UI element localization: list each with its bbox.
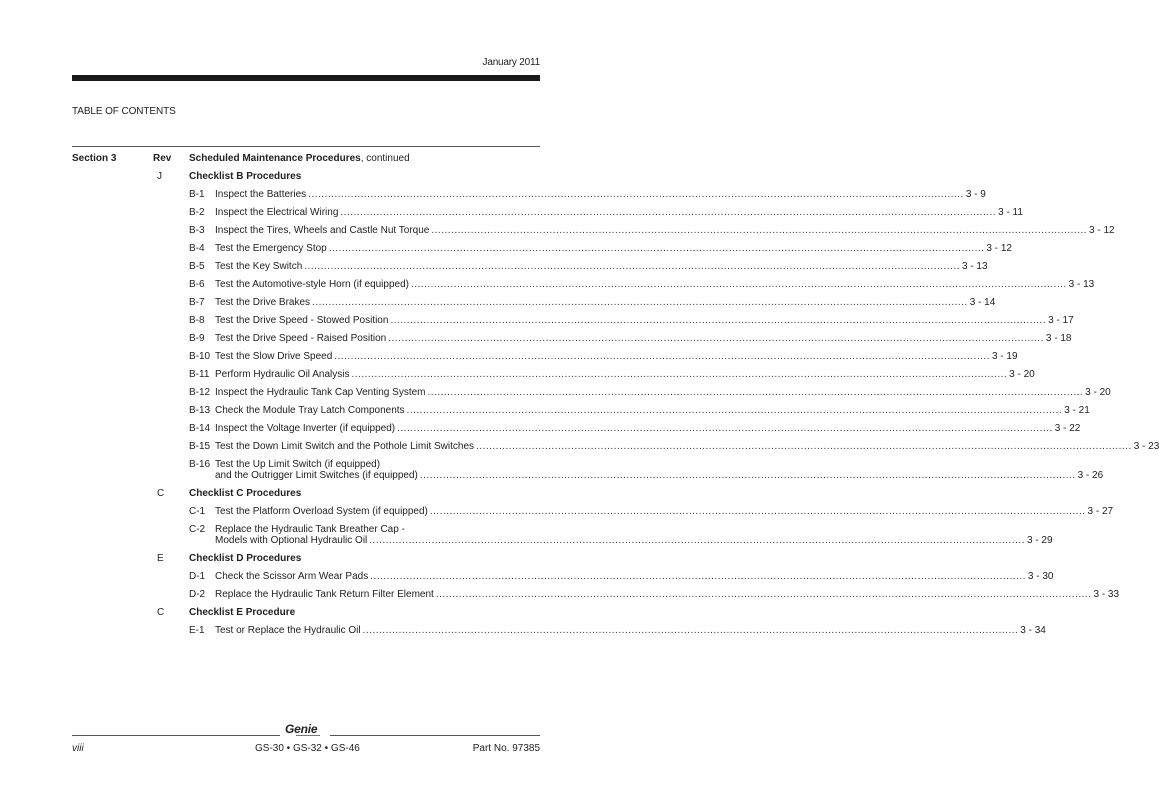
procedure-code: B-14 xyxy=(189,423,211,434)
procedure-text xyxy=(215,387,1111,398)
procedure-title-line: Test the Platform Overload System (if equipped) xyxy=(215,506,428,517)
page-reference: 3 - 26 xyxy=(1077,470,1104,481)
checklist-title: Checklist C Procedures xyxy=(189,488,302,499)
procedure-text xyxy=(215,506,1114,517)
section-title-bold: Scheduled Maintenance Procedures xyxy=(189,153,361,164)
page-reference: 3 - 23 xyxy=(1133,441,1159,452)
procedure-code: E-1 xyxy=(189,625,205,636)
part-number: Part No. 97385 xyxy=(472,743,540,754)
procedure-text xyxy=(215,423,1081,434)
procedure-title-line: Test or Replace the Hydraulic Oil xyxy=(215,625,361,636)
procedure-title-line: Test the Key Switch xyxy=(215,261,303,272)
procedure-code: B-16 xyxy=(189,459,211,470)
dot-leader: ........................................................................................................................................................................................................ xyxy=(362,625,1019,636)
procedure-title-line: Test the Down Limit Switch and the Pothole Limit Switches xyxy=(215,441,475,452)
page-reference: 3 - 33 xyxy=(1093,589,1120,600)
procedure-code: B-8 xyxy=(189,315,205,326)
checklist-title: Checklist B Procedures xyxy=(189,171,302,182)
dot-leader: ........................................................................................................................................................................................................ xyxy=(312,297,968,308)
procedure-code: B-6 xyxy=(189,279,205,290)
page-number: viii xyxy=(72,743,84,754)
procedure-title-line: Inspect the Tires, Wheels and Castle Nut Torque xyxy=(215,225,430,236)
dot-leader: ........................................................................................................................................................................................................ xyxy=(410,279,1067,290)
procedure-title-line: Check the Scissor Arm Wear Pads xyxy=(215,571,369,582)
procedure-title-line: Test the Automotive-style Horn (if equipped) xyxy=(215,279,409,290)
checklist-title: Checklist D Procedures xyxy=(189,553,302,564)
page-reference: 3 - 19 xyxy=(991,351,1018,362)
procedure-title-line: Perform Hydraulic Oil Analysis xyxy=(215,369,350,380)
dot-leader: ........................................................................................................................................................................................................ xyxy=(351,369,1008,380)
procedure-code: B-7 xyxy=(189,297,205,308)
procedure-title-line: Inspect the Voltage Inverter (if equipped) xyxy=(215,423,396,434)
procedure-code: B-10 xyxy=(189,351,211,362)
section-title-continued: , continued xyxy=(360,153,410,164)
page-reference: 3 - 20 xyxy=(1009,369,1035,380)
procedure-text xyxy=(215,405,1090,416)
footer-rule-left xyxy=(72,735,280,736)
procedure-code: B-1 xyxy=(189,189,205,200)
procedure-text xyxy=(215,589,1120,600)
procedure-title-line: Models with Optional Hydraulic Oil xyxy=(215,535,368,546)
procedure-code: B-4 xyxy=(189,243,205,254)
procedure-title-line: Test the Emergency Stop xyxy=(215,243,327,254)
procedure-text xyxy=(215,297,996,308)
procedure-text xyxy=(215,524,1053,546)
dot-leader: ........................................................................................................................................................................................................ xyxy=(419,470,1076,481)
procedure-text xyxy=(215,369,1035,380)
page-reference: 3 - 27 xyxy=(1087,506,1114,517)
page-reference: 3 - 30 xyxy=(1027,571,1054,582)
procedure-text xyxy=(215,315,1074,326)
page-reference: 3 - 17 xyxy=(1048,315,1074,326)
procedure-title-line: Inspect the Electrical Wiring xyxy=(215,207,339,218)
dot-leader: ........................................................................................................................................................................................................ xyxy=(435,589,1092,600)
dot-leader: ........................................................................................................................................................................................................ xyxy=(340,207,997,218)
procedure-text xyxy=(215,625,1046,636)
dot-leader: ........................................................................................................................................................................................................ xyxy=(334,351,990,362)
procedure-title-line: Inspect the Batteries xyxy=(215,189,307,200)
procedure-text xyxy=(215,351,1018,362)
toc-title: TABLE OF CONTENTS xyxy=(72,106,176,117)
procedure-code: D-2 xyxy=(189,589,206,600)
page-reference: 3 - 21 xyxy=(1064,405,1090,416)
rev-letter: E xyxy=(157,553,164,564)
procedure-code: D-1 xyxy=(189,571,206,582)
dot-leader: ........................................................................................................................................................................................................ xyxy=(388,333,1044,344)
rev-letter: C xyxy=(157,488,165,499)
page-reference: 3 - 22 xyxy=(1054,423,1081,434)
procedure-text xyxy=(215,189,986,200)
page-reference: 3 - 12 xyxy=(986,243,1012,254)
page-reference: 3 - 20 xyxy=(1085,387,1111,398)
toc-rule xyxy=(72,146,540,147)
procedure-text xyxy=(215,279,1095,290)
procedure-code: B-12 xyxy=(189,387,211,398)
procedure-code: B-13 xyxy=(189,405,211,416)
footer-rule-right xyxy=(330,735,540,736)
procedure-title-line: and the Outrigger Limit Switches (if equipped) xyxy=(215,470,418,481)
page-reference: 3 - 18 xyxy=(1045,333,1072,344)
page-reference: 3 - 29 xyxy=(1026,535,1053,546)
dot-leader: ........................................................................................................................................................................................................ xyxy=(328,243,985,254)
rev-column-header: Rev xyxy=(153,153,172,164)
procedure-text xyxy=(215,441,1159,452)
procedure-text xyxy=(215,333,1072,344)
procedure-title-line: Check the Module Tray Latch Components xyxy=(215,405,405,416)
dot-leader: ........................................................................................................................................................................................................ xyxy=(308,189,964,200)
page-reference: 3 - 34 xyxy=(1020,625,1046,636)
dot-leader: ........................................................................................................................................................................................................ xyxy=(370,571,1026,582)
procedure-title-line: Replace the Hydraulic Tank Return Filter Element xyxy=(215,589,434,600)
procedure-code: B-3 xyxy=(189,225,205,236)
procedure-title-line: Test the Drive Speed - Stowed Position xyxy=(215,315,389,326)
procedure-text xyxy=(215,243,1012,254)
procedure-title-line: Test the Up Limit Switch (if equipped) xyxy=(215,459,381,470)
dot-leader: ........................................................................................................................................................................................................ xyxy=(429,506,1086,517)
procedure-code: B-15 xyxy=(189,441,211,452)
header-date: January 2011 xyxy=(482,57,540,68)
procedure-code: B-2 xyxy=(189,207,205,218)
procedure-code: C-1 xyxy=(189,506,206,517)
dot-leader: ........................................................................................................................................................................................................ xyxy=(427,387,1084,398)
logo-underline xyxy=(296,735,320,739)
procedure-code: B-11 xyxy=(189,369,210,380)
procedure-title-line: Replace the Hydraulic Tank Breather Cap - xyxy=(215,524,405,535)
procedure-text xyxy=(215,459,1104,481)
dot-leader: ........................................................................................................................................................................................................ xyxy=(476,441,1132,452)
page-reference: 3 - 14 xyxy=(969,297,996,308)
rev-letter: C xyxy=(157,607,165,618)
procedure-text xyxy=(215,207,1023,218)
page-reference: 3 - 9 xyxy=(965,189,986,200)
procedure-title-line: Inspect the Hydraulic Tank Cap Venting System xyxy=(215,387,426,398)
checklist-title: Checklist E Procedure xyxy=(189,607,296,618)
genie-logo: Genie xyxy=(285,722,318,736)
model-list: GS-30 • GS-32 • GS-46 xyxy=(255,743,360,754)
dot-leader: ........................................................................................................................................................................................................ xyxy=(397,423,1053,434)
dot-leader: ........................................................................................................................................................................................................ xyxy=(369,535,1025,546)
dot-leader: ........................................................................................................................................................................................................ xyxy=(406,405,1063,416)
dot-leader: ........................................................................................................................................................................................................ xyxy=(431,225,1088,236)
page-reference: 3 - 13 xyxy=(961,261,988,272)
procedure-text xyxy=(215,261,988,272)
procedure-title-line: Test the Drive Brakes xyxy=(215,297,311,308)
procedure-title-line: Test the Slow Drive Speed xyxy=(215,351,333,362)
dot-leader: ........................................................................................................................................................................................................ xyxy=(304,261,960,272)
page-reference: 3 - 13 xyxy=(1068,279,1095,290)
procedure-text xyxy=(215,571,1054,582)
procedure-code: C-2 xyxy=(189,524,206,535)
procedure-code: B-5 xyxy=(189,261,205,272)
page-reference: 3 - 12 xyxy=(1089,225,1115,236)
procedure-code: B-9 xyxy=(189,333,205,344)
procedure-title-line: Test the Drive Speed - Raised Position xyxy=(215,333,387,344)
section-title xyxy=(189,153,410,164)
page-reference: 3 - 11 xyxy=(998,207,1023,218)
rev-letter: J xyxy=(157,171,162,182)
dot-leader: ........................................................................................................................................................................................................ xyxy=(390,315,1047,326)
section-label: Section 3 xyxy=(72,153,117,164)
procedure-text xyxy=(215,225,1115,236)
header-bar xyxy=(72,75,540,81)
